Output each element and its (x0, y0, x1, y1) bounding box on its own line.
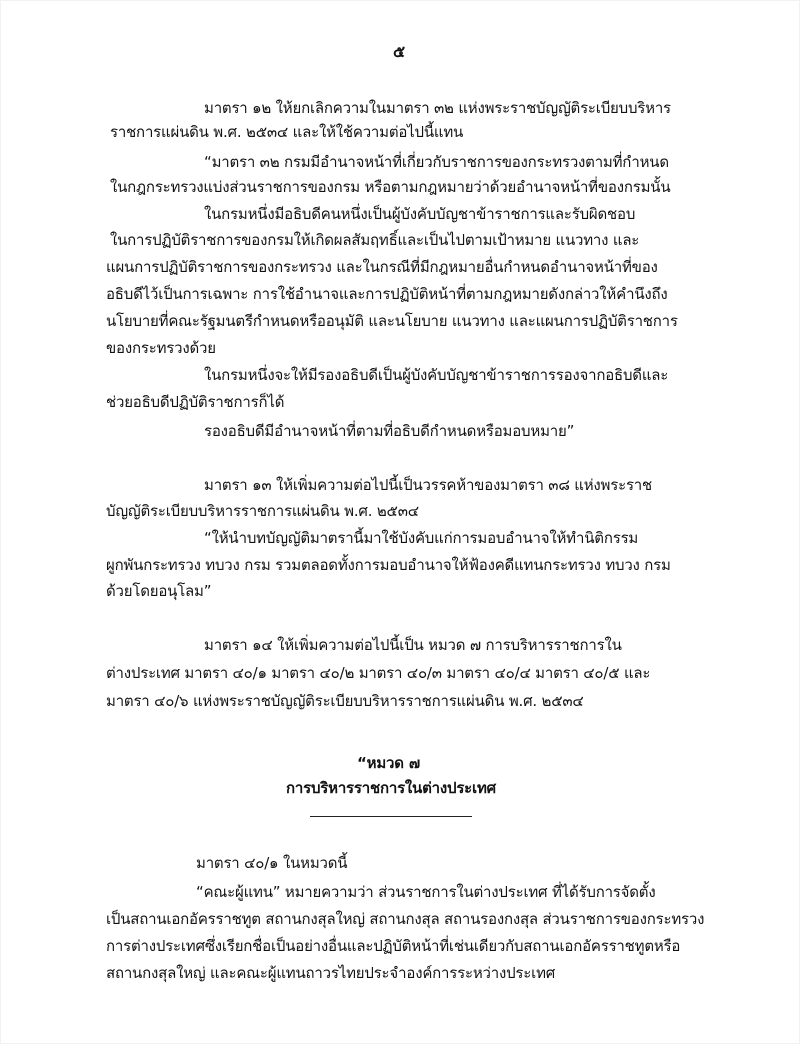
text-line: “มาตรา ๓๒ กรมมีอำนาจหน้าที่เกี่ยวกับราชการของกระทรวงตามที่กำหนด (204, 153, 669, 171)
heading-rule (310, 816, 472, 817)
text-line: นโยบายที่คณะรัฐมนตรีกำหนดหรืออนุมัติ และนโยบาย แนวทาง และแผนการปฏิบัติราชการ (106, 312, 678, 330)
text-line: ในกฎกระทรวงแบ่งส่วนราชการของกรม หรือตามกฎหมายว่าด้วยอำนาจหน้าที่ของกรมนั้น (110, 178, 671, 196)
page-number: ๕ (393, 42, 406, 61)
text-line: “คณะผู้แทน” หมายความว่า ส่วนราชการในต่างประเทศ ที่ได้รับการจัดตั้ง (196, 883, 656, 901)
text-line: ในกรมหนึ่งมีอธิบดีคนหนึ่งเป็นผู้บังคับบัญชาข้าราชการและรับผิดชอบ (204, 205, 636, 223)
text-line: ช่วยอธิบดีปฏิบัติราชการก็ได้ (106, 393, 285, 411)
text-line: ด้วยโดยอนุโลม” (106, 582, 212, 600)
text-line: ในกรมหนึ่งจะให้มีรองอธิบดีเป็นผู้บังคับบัญชาข้าราชการรองจากอธิบดีและ (204, 366, 669, 384)
text-line: แผนการปฏิบัติราชการของกระทรวง และในกรณีที่มีกฎหมายอื่นกำหนดอำนาจหน้าที่ของ (106, 258, 658, 276)
text-line: มาตรา ๑๒ ให้ยกเลิกความในมาตรา ๓๒ แห่งพระราชบัญญัติระเบียบบริหาร (204, 99, 671, 117)
text-line: ต่างประเทศ มาตรา ๔๐/๑ มาตรา ๔๐/๒ มาตรา ๔๐/๓ มาตรา ๔๐/๔ มาตรา ๔๐/๕ และ (106, 664, 651, 682)
chapter-heading: “หมวด ๗ (357, 754, 420, 772)
text-line: มาตรา ๔๐/๑ ในหมวดนี้ (196, 854, 348, 872)
text-line: ราชการแผ่นดิน พ.ศ. ๒๕๓๔ และให้ใช้ความต่อไปนี้แทน (110, 123, 464, 141)
text-line: สถานกงสุลใหญ่ และคณะผู้แทนถาวรไทยประจำองค์การระหว่างประเทศ (106, 964, 556, 982)
text-line: ในการปฏิบัติราชการของกรมให้เกิดผลสัมฤทธิ์และเป็นไปตามเป้าหมาย แนวทาง และ (110, 231, 640, 249)
text-line: มาตรา ๔๐/๖ แห่งพระราชบัญญัติระเบียบบริหารราชการแผ่นดิน พ.ศ. ๒๕๓๔ (106, 692, 584, 710)
text-line: ผูกพันกระทรวง ทบวง กรม รวมตลอดทั้งการมอบอำนาจให้ฟ้องคดีแทนกระทรวง ทบวง กรม (106, 556, 671, 574)
text-line: มาตรา ๑๔ ให้เพิ่มความต่อไปนี้เป็น หมวด ๗ การบริหารราชการใน (204, 636, 622, 654)
text-line: ของกระทรวงด้วย (106, 339, 216, 357)
chapter-title: การบริหารราชการในต่างประเทศ (286, 779, 496, 797)
text-line: อธิบดีไว้เป็นการเฉพาะ การใช้อำนาจและการปฏิบัติหน้าที่ตามกฎหมายดังกล่าวให้คำนึงถึง (106, 285, 668, 303)
text-line: รองอธิบดีมีอำนาจหน้าที่ตามที่อธิบดีกำหนดหรือมอบหมาย” (204, 422, 575, 440)
text-line: มาตรา ๑๓ ให้เพิ่มความต่อไปนี้เป็นวรรคห้าของมาตรา ๓๘ แห่งพระราช (204, 476, 652, 494)
text-line: การต่างประเทศซึ่งเรียกชื่อเป็นอย่างอื่นและปฏิบัติหน้าที่เช่นเดียวกับสถานเอกอัครราชทูตหรือ (106, 937, 681, 955)
text-line: “ให้นำบทบัญญัติมาตรานี้มาใช้บังคับแก่การมอบอำนาจให้ทำนิติกรรม (204, 529, 639, 547)
text-line: เป็นสถานเอกอัครราชทูต สถานกงสุลใหญ่ สถานกงสุล สถานรองกงสุล ส่วนราชการของกระทรวง (106, 910, 705, 928)
text-line: บัญญัติระเบียบบริหารราชการแผ่นดิน พ.ศ. ๒๕๓๔ (106, 502, 419, 520)
